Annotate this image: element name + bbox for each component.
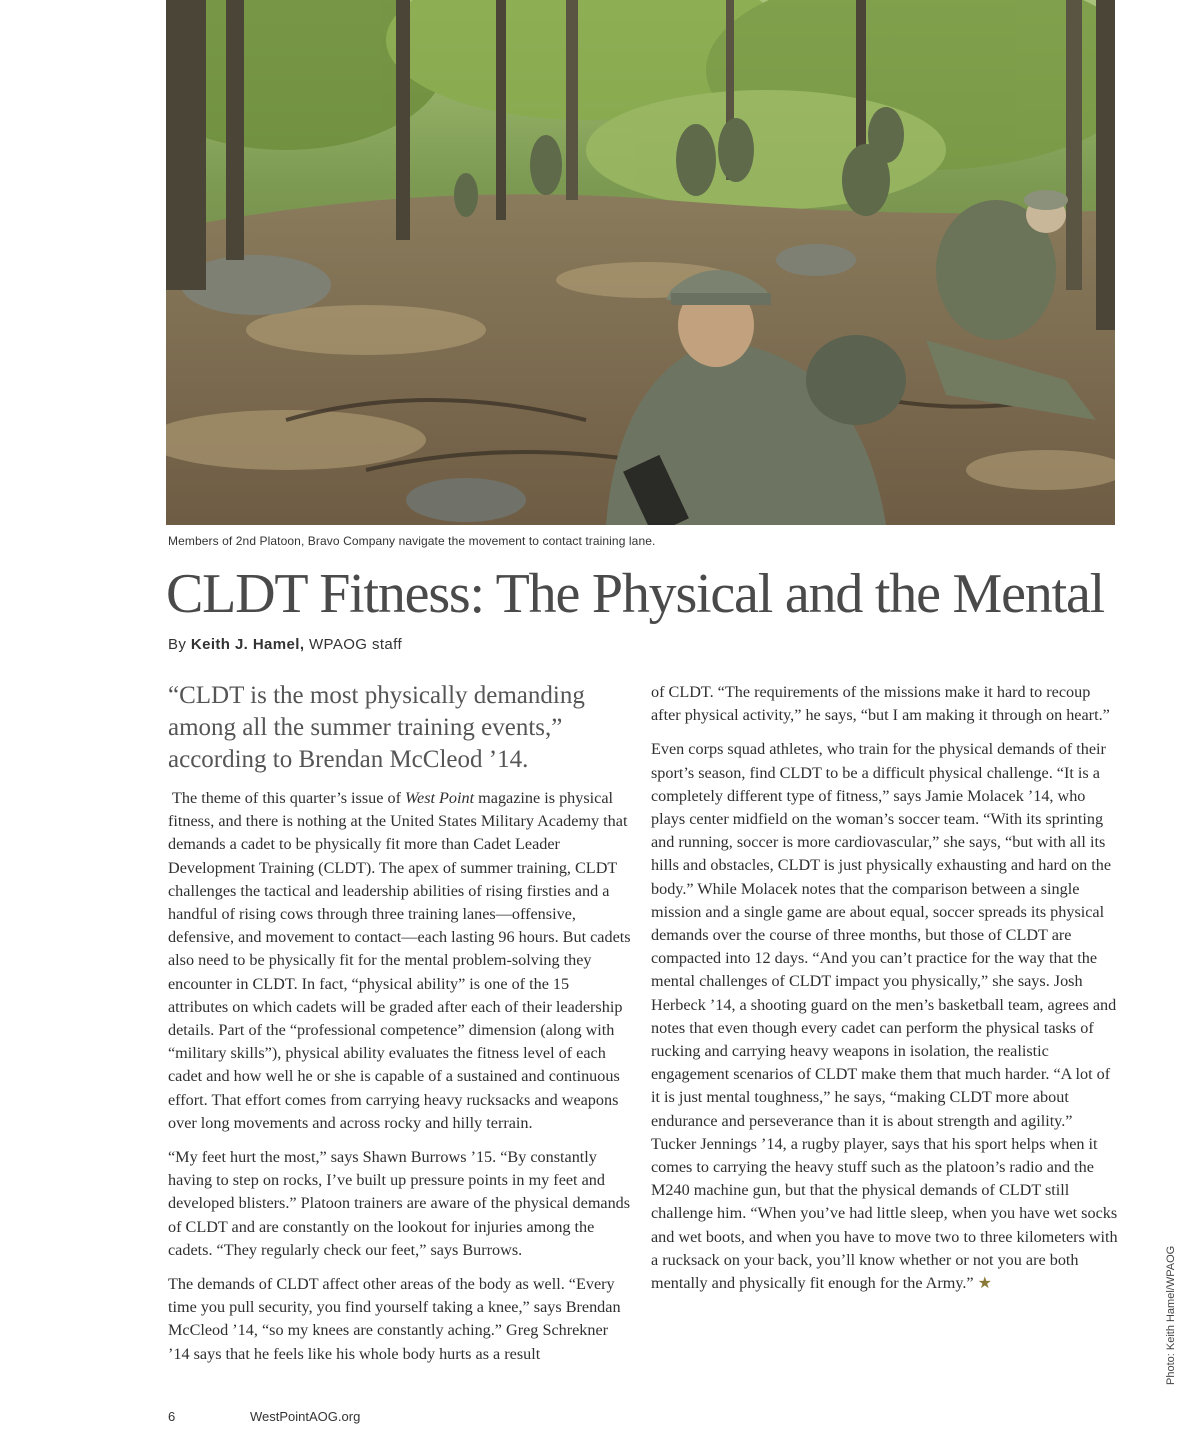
paragraph-5 bbox=[651, 738, 1121, 1295]
article-photo bbox=[166, 0, 1115, 525]
article-title: CLDT Fitness: The Physical and the Mental bbox=[166, 563, 1104, 625]
paragraph-1-rest: magazine is physical fitness, and there is nothing at the United States Military Academy that demands a cadet to be physically fit more than Cadet Leader Development Training (CLDT). The apex of summer training, CLDT challenges the tactical and leadership abilities of rising firsties and a handful of rising cows through three training lanes—offensive, defensive, and movement to contact—each lasting 96 hours. But cadets also need to be physically fit for the mental problem-solving they encounter in CLDT. In fact, “physical ability” is one of the 15 attributes on which cadets will be graded after each of their leadership details. Part of the “professional competence” dimension (along with “military skills”), physical ability evaluates the fitness level of each cadet and how well he or she is capable of a sustained and continuous effort. That effort comes from carrying heavy rucksacks and weapons over long movements and across rocky and hilly terrain. bbox=[168, 789, 631, 1132]
photo-credit: Photo: Keith Hamel/WPAOG bbox=[1165, 1245, 1177, 1385]
byline-author: Keith J. Hamel, bbox=[190, 636, 305, 653]
page-number: 6 bbox=[168, 1409, 176, 1424]
paragraph-4: of CLDT. “The requirements of the missions make it hard to recoup after physical activity,” he says, “but I am making it through on heart.” bbox=[651, 683, 1110, 725]
paragraph-1 bbox=[168, 787, 632, 1135]
byline-prefix: By bbox=[168, 636, 191, 653]
photo-caption: Members of 2nd Platoon, Bravo Company navigate the movement to contact training lane. bbox=[168, 534, 656, 548]
end-star-icon: ★ bbox=[977, 1274, 993, 1293]
paragraph-2: “My feet hurt the most,” says Shawn Burrows ’15. “By constantly having to step on rocks, I’ve built up pressure points in my feet and developed blisters.” Platoon trainers are aware of the physical demands of CLDT and are constantly on the lookout for injuries among the cadets. “They regularly check our feet,” says Burrows. bbox=[168, 1148, 631, 1259]
article-column-left bbox=[168, 680, 632, 1377]
paragraph-3: The demands of CLDT affect other areas of the body as well. “Every time you pull security, you find yourself taking a knee,” says Brendan McCleod ’14, “so my knees are constantly aching.” Greg Schrekner ’14 says that he feels like his whole body hurts as a result bbox=[168, 1275, 621, 1363]
pull-quote: “CLDT is the most physically demanding among all the summer training events,” according to Brendan McCleod ’14. bbox=[168, 682, 585, 773]
byline-suffix: WPAOG staff bbox=[304, 636, 403, 653]
byline bbox=[168, 636, 402, 653]
forest-cadets-photo bbox=[166, 0, 1115, 525]
paragraph-5-text: Even corps squad athletes, who train for the physical demands of their sport’s season, find CLDT to be a difficult physical challenge. “It is a completely different type of fitness,” says Jamie Molacek ’14, who plays center midfield on the woman’s soccer team. “With its sprinting and running, soccer is more cardiovascular,” she says, “but with all its hills and obstacles, CLDT is just physically exhausting and hard on the body.” While Molacek notes that the comparison between a single mission and a single game are about equal, soccer spreads its physical demands over the course of three months, but those of CLDT are compacted into 12 days. “And you can’t practice for the way that the mental challenges of CLDT impact you physically,” she says. Josh Herbeck ’14, a shooting guard on the men’s basketball team, agrees and notes that even though every cadet can perform the physical tasks of rucking and carrying heavy weapons in isolation, the realistic engagement scenarios of CLDT make them that much harder. “A lot of it is just mental toughness,” he says, “making CLDT more about endurance and perseverance than it is about strength and agility.” Tucker Jennings ’14, a rugby player, says that his sport helps when it comes to carrying the heavy stuff such as the platoon’s radio and the M240 machine gun, but that the physical demands of CLDT still challenge him. “When you’ve had little sleep, when you have wet socks and wet boots, and when you have to move two to three kilometers with a rucksack on your back, you’ll know whether or not you are both mentally and physically fit enough for the Army.” bbox=[651, 740, 1118, 1293]
footer-site: WestPointAOG.org bbox=[250, 1409, 361, 1424]
magazine-name: West Point bbox=[405, 789, 475, 807]
article-column-right bbox=[651, 681, 1121, 1306]
page-footer bbox=[168, 1409, 361, 1424]
paragraph-1-start: The theme of this quarter’s issue of bbox=[172, 789, 406, 807]
